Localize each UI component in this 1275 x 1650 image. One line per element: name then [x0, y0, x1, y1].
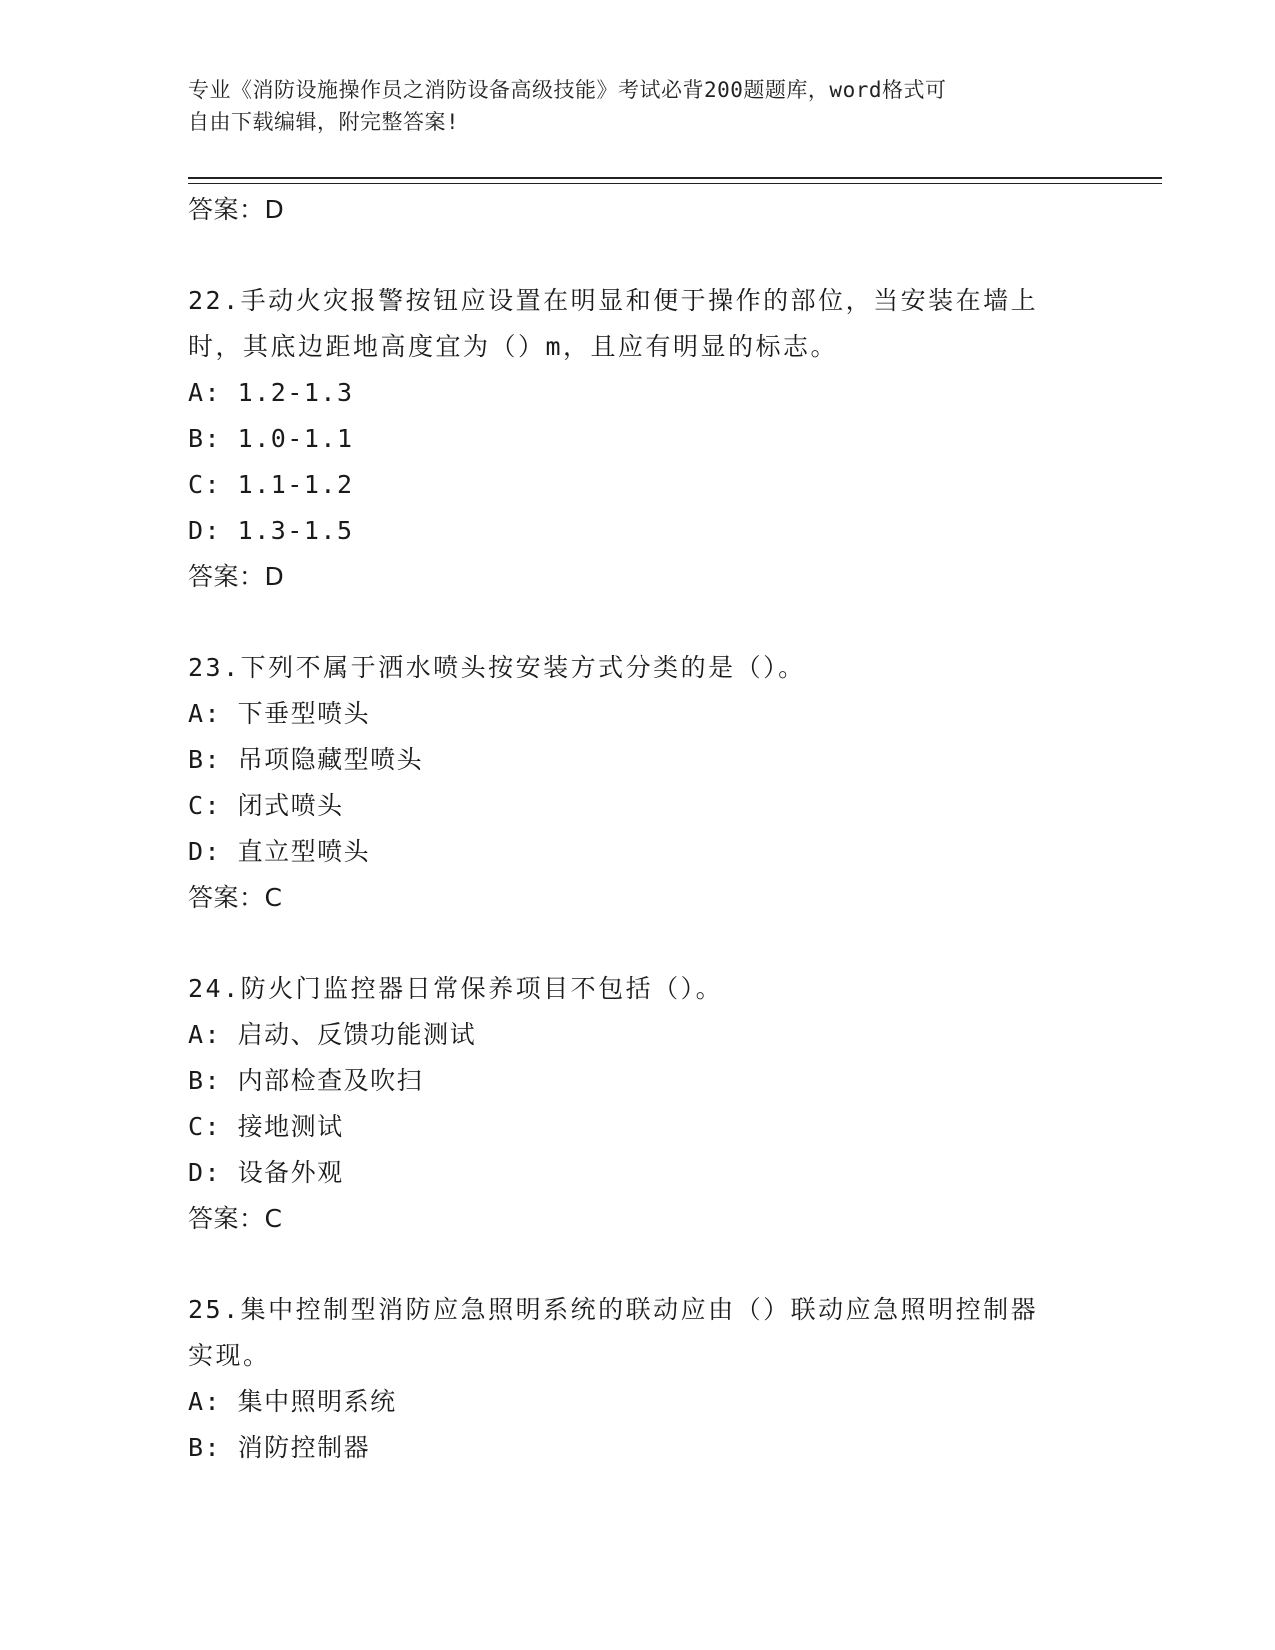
option-c: C: 闭式喷头 — [188, 791, 344, 820]
question-24 — [188, 966, 1088, 1242]
option-d: D: 直立型喷头 — [188, 837, 371, 866]
question-stem: 时，其底边距地高度宜为（）m，且应有明显的标志。 — [188, 332, 839, 361]
answer-line: 答案：C — [188, 883, 283, 912]
question-list — [188, 187, 1088, 1471]
option-c: C: 接地测试 — [188, 1112, 344, 1141]
option-a: A: 启动、反馈功能测试 — [188, 1020, 477, 1049]
header-rule-thick — [188, 177, 1162, 179]
question-22 — [188, 278, 1088, 600]
option-b: B: 吊项隐藏型喷头 — [188, 745, 424, 774]
question-25 — [188, 1287, 1088, 1471]
option-d: D: 1.3-1.5 — [188, 516, 354, 545]
question-23 — [188, 645, 1088, 921]
option-b: B: 内部检查及吹扫 — [188, 1066, 424, 1095]
option-b: B: 消防控制器 — [188, 1433, 371, 1462]
document-header — [188, 74, 1068, 138]
option-a: A: 下垂型喷头 — [188, 699, 371, 728]
question-stem: 实现。 — [188, 1341, 271, 1370]
answer-line: 答案：D — [188, 195, 285, 224]
option-b: B: 1.0-1.1 — [188, 424, 354, 453]
option-a: A: 1.2-1.3 — [188, 378, 354, 407]
option-c: C: 1.1-1.2 — [188, 470, 354, 499]
option-a: A: 集中照明系统 — [188, 1387, 397, 1416]
question-stem: 24.防火门监控器日常保养项目不包括（）。 — [188, 974, 724, 1003]
option-d: D: 设备外观 — [188, 1158, 344, 1187]
question-stem: 22.手动火灾报警按钮应设置在明显和便于操作的部位，当安装在墙上 — [188, 286, 1039, 315]
header-rule-thin — [188, 183, 1162, 184]
question-stem: 23.下列不属于洒水喷头按安装方式分类的是（）。 — [188, 653, 806, 682]
answer-line: 答案：D — [188, 562, 285, 591]
header-line-1: 专业《消防设施操作员之消防设备高级技能》考试必背200题题库，word格式可 — [188, 78, 947, 102]
question-stem: 25.集中控制型消防应急照明系统的联动应由（）联动应急照明控制器 — [188, 1295, 1039, 1324]
header-line-2: 自由下载编辑，附完整答案! — [188, 110, 460, 134]
answer-line: 答案：C — [188, 1204, 283, 1233]
